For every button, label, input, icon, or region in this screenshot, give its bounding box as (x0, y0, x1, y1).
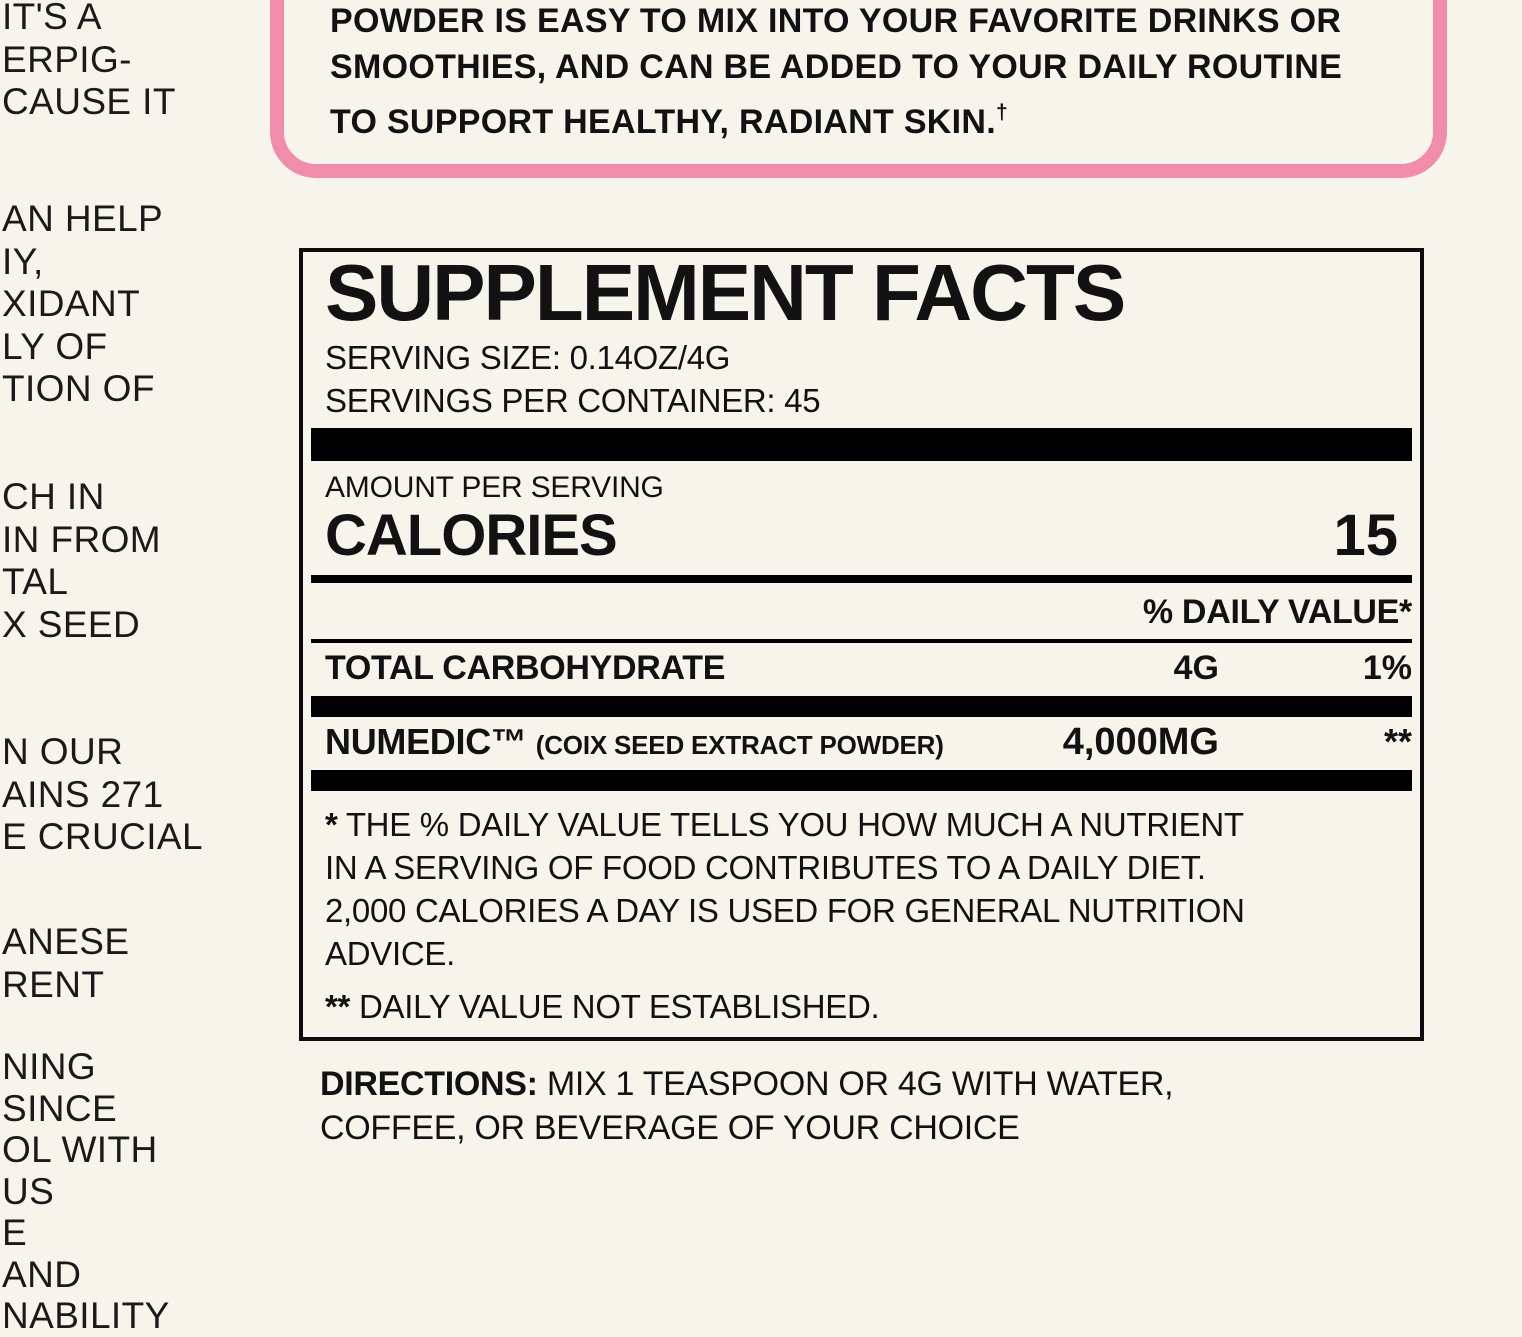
left-text-fragment: X SEED (2, 603, 141, 645)
nutrient-daily-value: ** (1383, 721, 1412, 762)
left-text-fragment: US (2, 1170, 55, 1212)
left-text-fragment: IN FROM (2, 518, 162, 560)
nutrient-name (325, 721, 979, 763)
left-text-fragment: RENT (2, 963, 105, 1005)
not-established-footnote (325, 985, 1398, 1028)
callout-text-line (330, 90, 1397, 145)
left-fragment-group (2, 921, 129, 1006)
serving-info (325, 336, 1398, 422)
left-fragment-group (2, 476, 161, 646)
left-text-fragment: AN HELP (2, 198, 164, 239)
left-text-fragment: E CRUCIAL (2, 816, 203, 857)
amount-per-serving-label: AMOUNT PER SERVING (325, 471, 664, 504)
supplement-facts-title: SUPPLEMENT FACTS (325, 248, 1125, 337)
left-text-fragment: ANESE (2, 921, 130, 962)
nutrient-row-numedic (325, 721, 1412, 764)
left-text-fragment: AND (2, 1253, 82, 1295)
directions-text (320, 1062, 1173, 1150)
left-text-fragment: ERPIG- (2, 38, 132, 80)
left-text-fragment: AINS 271 (2, 773, 164, 815)
callout-text-line: SMOOTHIES, AND CAN BE ADDED TO YOUR DAILY ROUTINE (330, 48, 1343, 86)
divider-rule (311, 639, 1412, 643)
left-fragment-group (2, 198, 163, 411)
footnote-text: THE % DAILY VALUE TELLS YOU HOW MUCH A NUTRIENT (345, 806, 1244, 843)
left-text-fragment: XIDANT (2, 283, 141, 324)
calories-label: CALORIES (325, 503, 617, 568)
left-text-fragment: SINCE (2, 1087, 118, 1129)
callout-text-line: POWDER IS EASY TO MIX INTO YOUR FAVORITE DRINKS OR (330, 2, 1342, 40)
footnote-line: ADVICE. (325, 935, 455, 972)
left-fragment-group (2, 1046, 170, 1337)
callout-text: TO SUPPORT HEALTHY, RADIANT SKIN. (330, 103, 997, 141)
left-text-fragment: LY OF (2, 325, 108, 367)
dagger-footnote-mark: † (996, 101, 1008, 124)
footnote-line: 2,000 CALORIES A DAY IS USED FOR GENERAL NUTRITION (325, 892, 1245, 929)
left-text-fragment: IY, (2, 240, 44, 282)
divider-rule (311, 575, 1412, 583)
calories-value: 15 (1333, 503, 1398, 568)
nutrient-daily-value: 1% (1362, 649, 1412, 687)
left-text-fragment: E (2, 1212, 28, 1253)
left-fragment-group (2, 731, 203, 859)
left-text-fragment: CH IN (2, 476, 105, 517)
separator-bar (311, 428, 1412, 461)
numedic-sub-name: (COIX SEED EXTRACT POWDER) (535, 730, 944, 760)
double-asterisk-mark: ** (325, 988, 351, 1025)
serving-size: SERVING SIZE: 0.14OZ/4G (325, 339, 731, 376)
left-text-fragment: NABILITY (2, 1295, 170, 1336)
directions-label: DIRECTIONS: (320, 1065, 538, 1103)
separator-bar (311, 770, 1412, 791)
nutrient-row-total-carbohydrate (325, 649, 1412, 688)
left-text-fragment: TION OF (2, 368, 155, 409)
footnote-text: DAILY VALUE NOT ESTABLISHED. (358, 988, 880, 1025)
nutrient-amount: 4,000MG (1062, 721, 1219, 763)
numedic-brand-name: NUMEDIC™ (325, 721, 527, 762)
left-text-fragment: NING (2, 1046, 97, 1087)
nutrient-amount: 4G (1173, 649, 1219, 687)
daily-value-footnote (325, 803, 1398, 975)
footnote-line: IN A SERVING OF FOOD CONTRIBUTES TO A DAILY DIET. (325, 849, 1206, 886)
benefits-callout-box (270, 0, 1447, 178)
calories-row (325, 505, 1398, 567)
supplement-facts-panel (299, 248, 1424, 1041)
left-fragment-group (2, 0, 176, 124)
daily-value-header: % DAILY VALUE* (1142, 593, 1412, 631)
left-text-fragment: IT'S A (2, 0, 102, 37)
left-text-fragment: CAUSE IT (2, 81, 176, 122)
directions-line: COFFEE, OR BEVERAGE OF YOUR CHOICE (320, 1109, 1020, 1147)
separator-bar (311, 696, 1412, 717)
left-text-fragment: N OUR (2, 731, 124, 772)
nutrient-name: TOTAL CARBOHYDRATE (325, 649, 726, 687)
left-text-fragment: TAL (2, 561, 69, 602)
directions-line: MIX 1 TEASPOON OR 4G WITH WATER, (546, 1065, 1174, 1103)
asterisk-mark: * (325, 806, 338, 843)
left-text-fragment: OL WITH (2, 1129, 158, 1170)
servings-per-container: SERVINGS PER CONTAINER: 45 (325, 382, 821, 419)
footnote-line (325, 803, 1398, 846)
